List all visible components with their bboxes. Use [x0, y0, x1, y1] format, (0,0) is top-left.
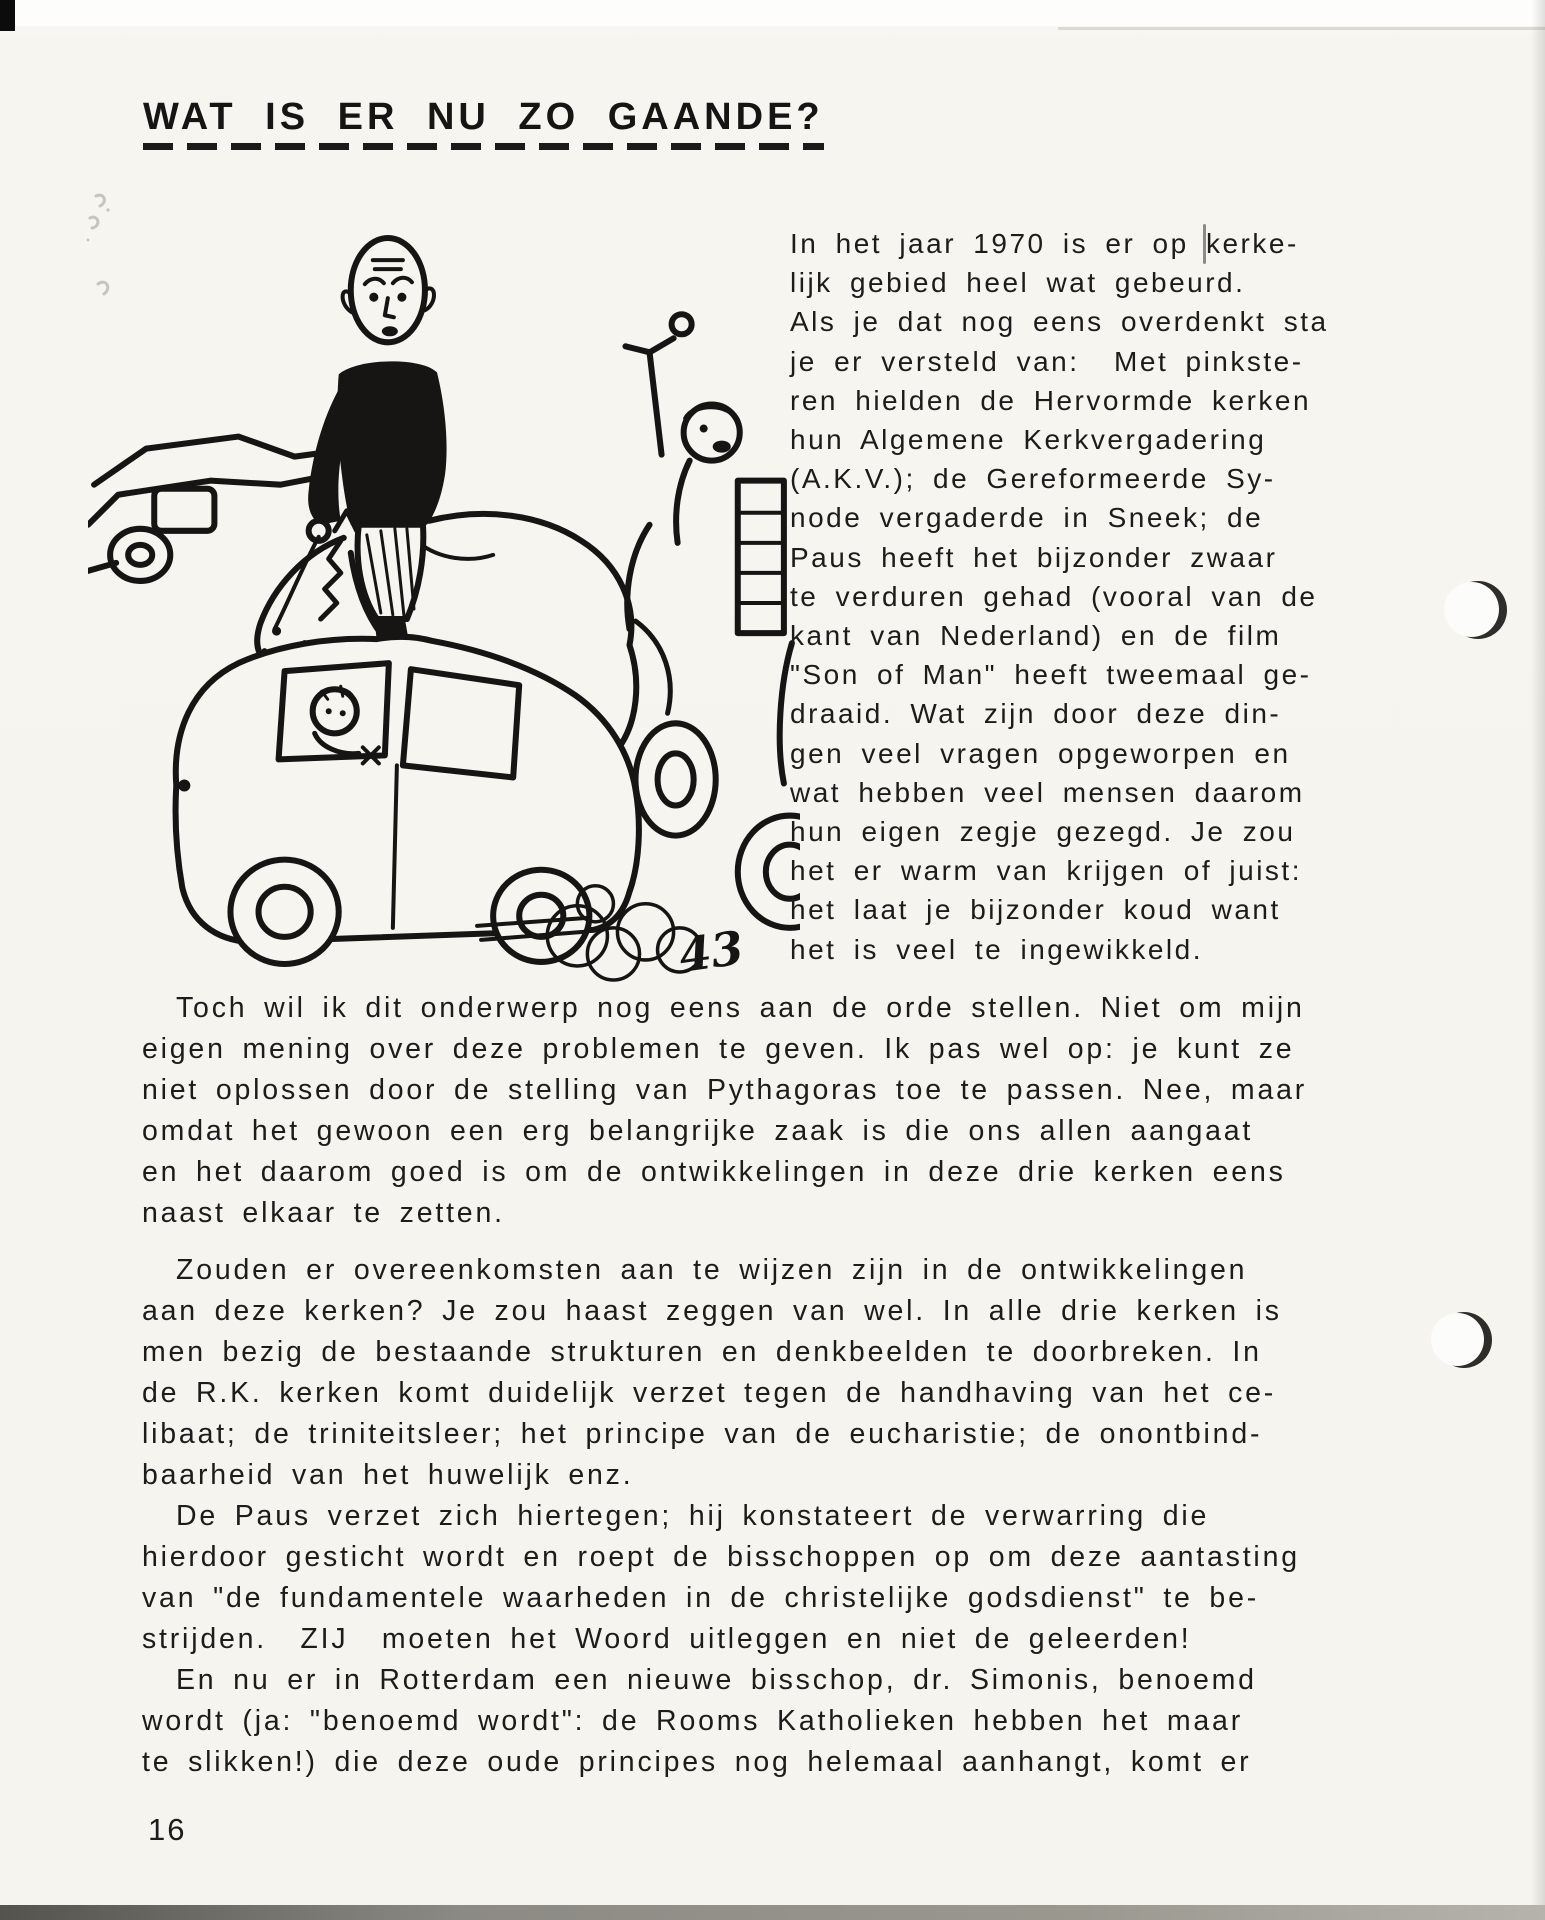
text-line: hun Algemene Kerkvergadering [790, 424, 1267, 456]
hole-punch [1436, 1312, 1492, 1368]
background-car [88, 437, 339, 581]
scan-bottom-edge [0, 1905, 1545, 1920]
text-line: kant van Nederland) en de film [790, 620, 1282, 652]
page-number: 16 [148, 1812, 187, 1847]
text-line: wordt (ja: "benoemd wordt": de Rooms Katholieken hebben het maar [142, 1705, 1244, 1737]
body-text [142, 988, 1472, 1783]
scan-seam-line [1058, 27, 1545, 30]
scooter-rider [625, 314, 800, 928]
text-line: aan deze kerken? Je zou haast zeggen van wel. In alle drie kerken is [142, 1295, 1282, 1327]
title-block [143, 96, 824, 150]
text-line: libaat; de triniteitsleer; het principe van de eucharistie; de onontbind- [142, 1418, 1263, 1450]
paragraph [142, 1496, 1472, 1660]
artist-signature: 43 [675, 920, 747, 983]
page-title: WAT IS ER NU ZO GAANDE? [143, 96, 824, 138]
scan-corner-artifact [0, 0, 15, 31]
text-line: En nu er in Rotterdam een nieuwe bisschop, dr. Simonis, benoemd [176, 1664, 1257, 1696]
text-line: naast elkaar te zetten. [142, 1197, 505, 1229]
intro-column [790, 224, 1470, 969]
cartoon-illustration [88, 222, 800, 984]
text-line: "Son of Man" heeft tweemaal ge- [790, 659, 1312, 691]
text-line: gen veel vragen opgeworpen en [790, 737, 1291, 769]
text-line: je er versteld van: Met pinkste- [790, 345, 1304, 377]
text-line: en het daarom goed is om de ontwikkelingen in deze drie kerken eens [142, 1156, 1286, 1188]
text-line: wat hebben veel mensen daarom [790, 776, 1305, 808]
text-line: lijk gebied heel wat gebeurd. [790, 267, 1246, 299]
text-line: het is veel te ingewikkeld. [790, 933, 1204, 965]
scan-right-edge-shadow [1531, 0, 1545, 1920]
text-line: ren hielden de Hervormde kerken [790, 384, 1312, 416]
paragraph [142, 1250, 1472, 1496]
paragraph [142, 1660, 1472, 1783]
text-line: het laat je bijzonder koud want [790, 894, 1281, 926]
text-line: van "de fundamentele waarheden in de christelijke godsdienst" te be- [142, 1582, 1260, 1614]
title-dashed-underline [143, 143, 824, 150]
scan-top-edge [0, 0, 1545, 26]
paragraph [142, 988, 1472, 1234]
text-line: hun eigen zegje gezegd. Je zou [790, 816, 1296, 848]
text-line: de R.K. kerken komt duidelijk verzet tegen de handhaving van het ce- [142, 1377, 1277, 1409]
text-line: niet oplossen door de stelling van Pythagoras toe te passen. Nee, maar [142, 1074, 1308, 1106]
text-line: De Paus verzet zich hiertegen; hij konstateert de verwarring die [176, 1500, 1210, 1532]
text-line: Toch wil ik dit onderwerp nog eens aan de orde stellen. Niet om mijn [176, 992, 1305, 1024]
text-line: draaid. Wat zijn door deze din- [790, 698, 1282, 730]
text-line: omdat het gewoon een erg belangrijke zaak is die ons allen aangaat [142, 1115, 1254, 1147]
text-line: strijden. ZIJ moeten het Woord uitleggen en niet de geleerden! [142, 1623, 1192, 1655]
cartoon-drawing [88, 222, 800, 984]
text-line: te verduren gehad (vooral van de [790, 580, 1318, 612]
text-line: te slikken!) die deze oude principes nog helemaal aanhangt, komt er [142, 1746, 1252, 1778]
text-line: node vergaderde in Sneek; de [790, 502, 1264, 534]
text-line: Paus heeft het bijzonder zwaar [790, 541, 1278, 573]
hole-punch [1449, 581, 1507, 639]
text-line: Zouden er overeenkomsten aan te wijzen zijn in de ontwikkelingen [176, 1254, 1248, 1286]
text-line: Als je dat nog eens overdenkt sta [790, 306, 1329, 338]
text-line: (A.K.V.); de Gereformeerde Sy- [790, 463, 1276, 495]
text-line: hierdoor gesticht wordt en roept de bisschoppen op om deze aantasting [142, 1541, 1300, 1573]
text-line: eigen mening over deze problemen te geven. Ik pas wel op: je kunt ze [142, 1033, 1295, 1065]
text-line: baarheid van het huwelijk enz. [142, 1459, 634, 1491]
text-line: het er warm van krijgen of juist: [790, 855, 1302, 887]
text-line: In het jaar 1970 is er op kerke- [790, 228, 1299, 259]
text-line: men bezig de bestaande strukturen en denkbeelden te doorbreken. In [142, 1336, 1262, 1368]
